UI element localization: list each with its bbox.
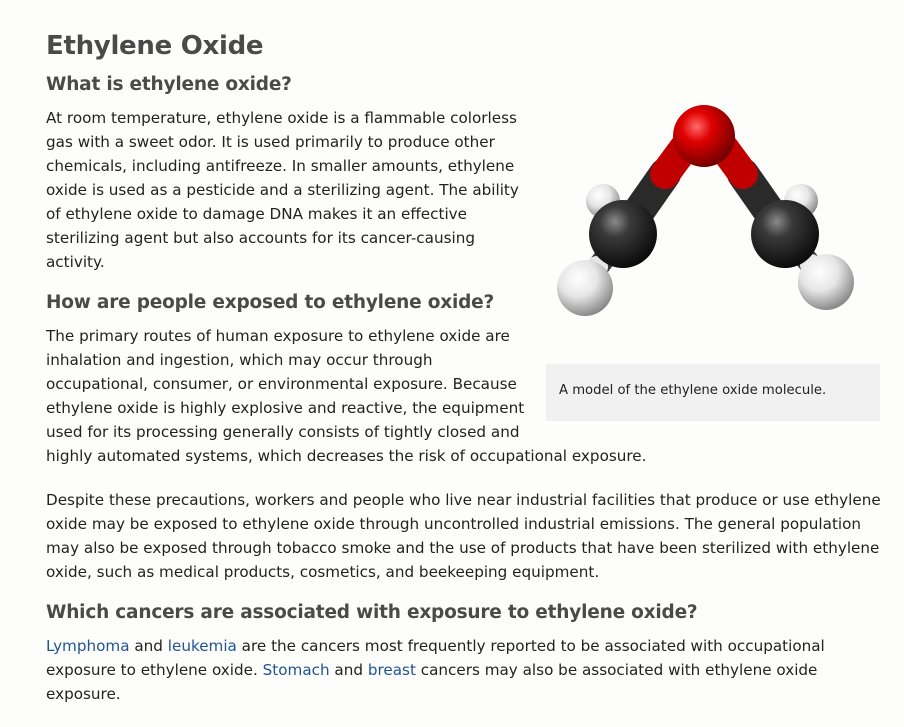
section-heading-what: What is ethylene oxide?: [46, 74, 292, 95]
text-and-1: and: [129, 637, 168, 655]
link-breast[interactable]: breast: [367, 661, 416, 679]
paragraph-how-1: The primary routes of human exposure to ethylene oxide are inhalation and ingestion, which may occur through occupational, consumer, or environmental exposure. Because ethylene oxide is highly explosive and reactive, the equipment used for its processing generally consists of tightly closed and highly automated systems, which decreases the risk of occupational exposure.: [46, 327, 647, 465]
paragraph-how-2: Despite these precautions, workers and people who live near industrial facilities that produce or use ethylene oxide may be exposed to ethylene oxide through uncontrolled industrial emissions. The general population may also be exposed through tobacco smoke and the use of products that have been sterilized with ethylene oxide, such as medical products, cosmetics, and beekeeping equipment.: [46, 491, 881, 581]
page-title: Ethylene Oxide: [46, 31, 264, 61]
link-stomach[interactable]: Stomach: [262, 661, 330, 679]
ethylene-oxide-molecule-model-icon: [553, 104, 873, 352]
text-mid: are the cancers most frequently reported to be associated with occupational exposure to ethylene oxide.: [46, 637, 825, 679]
link-lymphoma[interactable]: Lymphoma: [46, 637, 130, 655]
text-and-2: and: [329, 661, 368, 679]
molecule-figure: [546, 104, 880, 421]
section-heading-which: Which cancers are associated with exposure to ethylene oxide?: [46, 602, 698, 623]
article: [46, 28, 886, 706]
figure-caption: A model of the ethylene oxide molecule.: [546, 364, 880, 421]
section-heading-how: How are people exposed to ethylene oxide?: [46, 292, 495, 313]
paragraph-what: At room temperature, ethylene oxide is a flammable colorless gas with a sweet odor. It is used primarily to produce other chemicals, including antifreeze. In smaller amounts, ethylene oxide is used as a pesticide and a sterilizing agent. The ability of ethylene oxide to damage DNA makes it an effective sterilizing agent but also accounts for its cancer-causing activity.: [46, 109, 519, 271]
link-leukemia[interactable]: leukemia: [167, 637, 237, 655]
text-end: cancers may also be associated with ethylene oxide exposure.: [46, 661, 818, 703]
paragraph-which: [46, 634, 886, 706]
